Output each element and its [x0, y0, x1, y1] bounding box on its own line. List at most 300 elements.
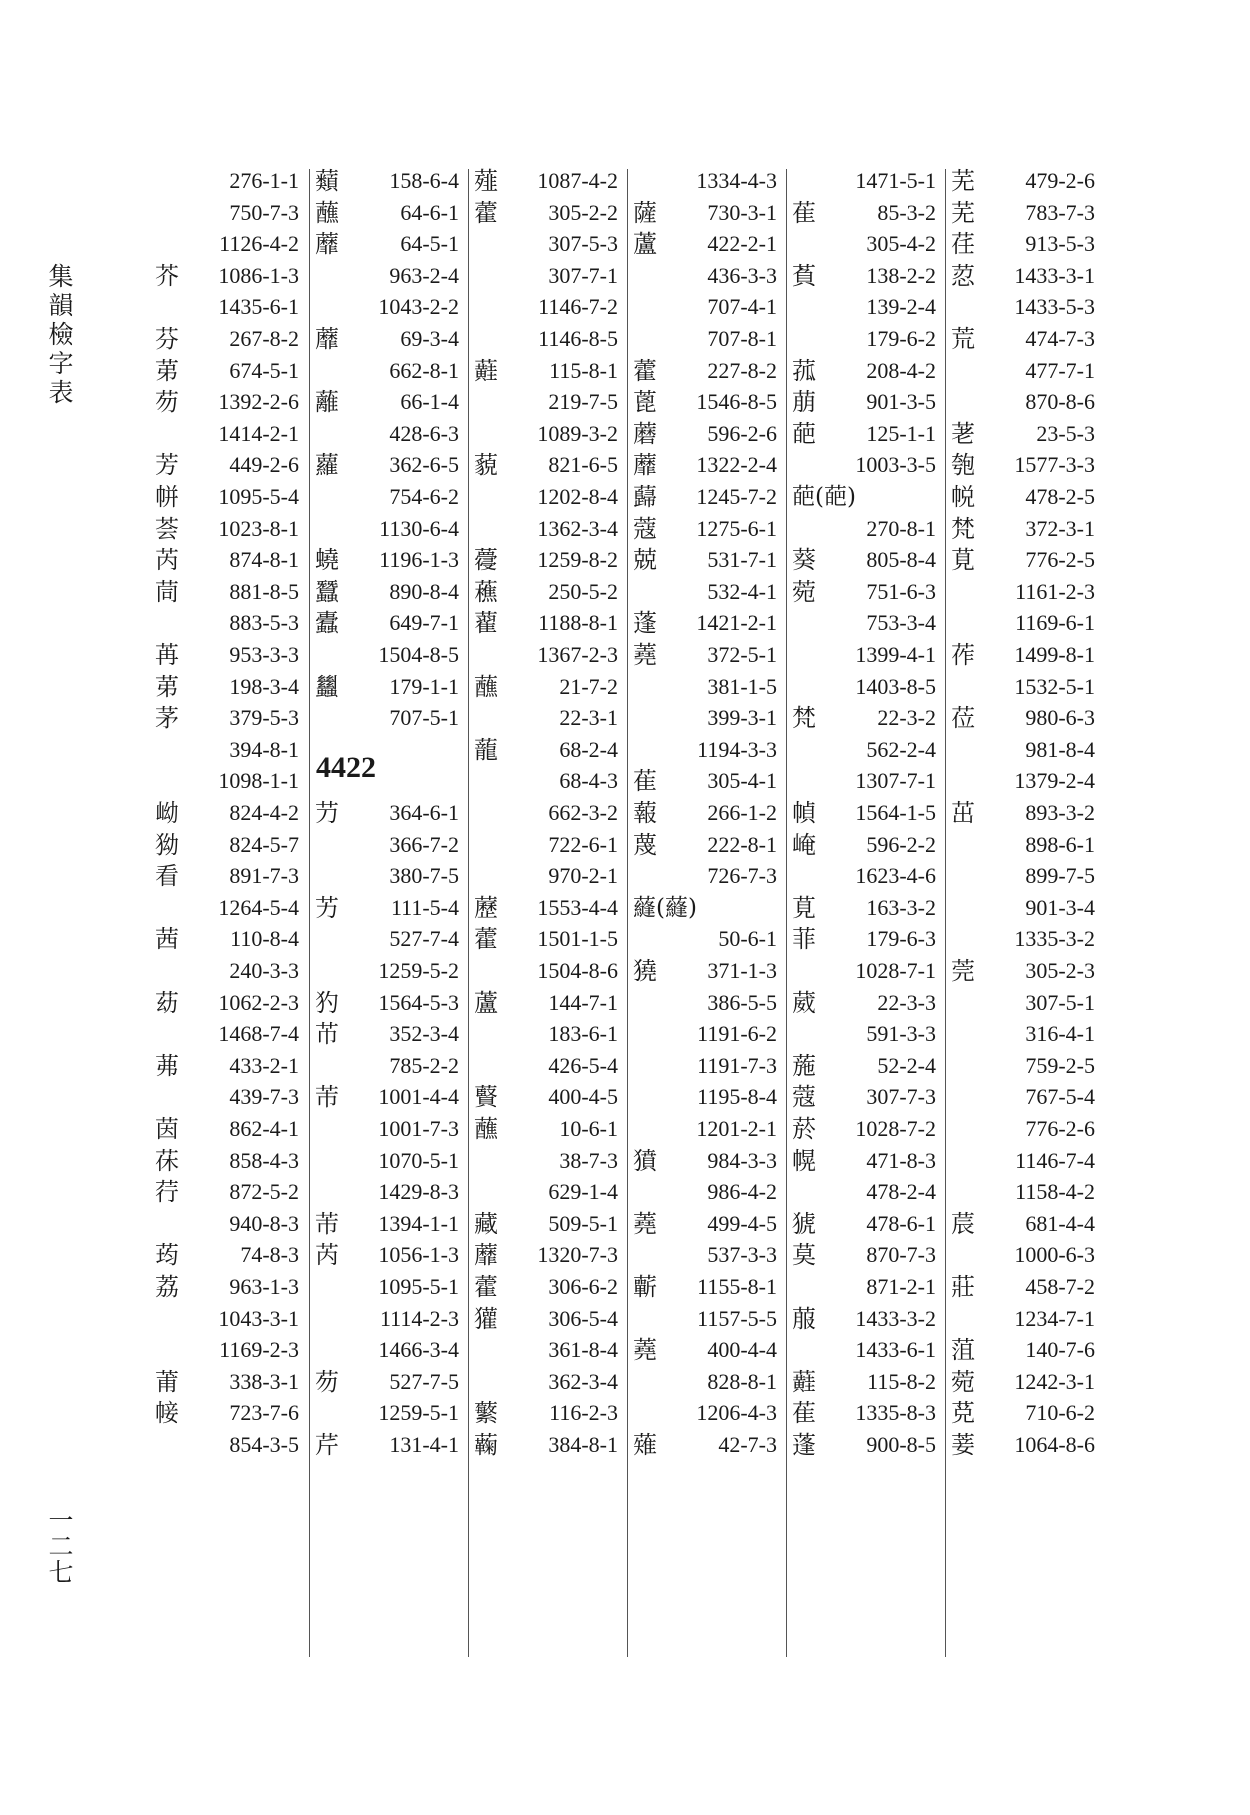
index-entry: [946, 985, 1105, 1021]
entry-reference: 422-2-1: [707, 231, 777, 257]
index-entry: [469, 195, 628, 231]
index-entry: [628, 542, 787, 578]
entry-reference: 1095-5-1: [378, 1274, 459, 1299]
entry-character: 蘩: [474, 1399, 498, 1428]
entry-reference: 629-1-4: [548, 1179, 618, 1205]
entry-reference: 316-4-1: [1025, 1021, 1095, 1047]
entry-character: 荟: [155, 514, 179, 543]
entry-character: 藖: [474, 1083, 498, 1112]
entry-reference: 439-7-3: [229, 1084, 299, 1110]
entry-reference: 913-5-3: [1025, 231, 1095, 257]
entry-character: 蕘: [633, 1209, 657, 1238]
entry-reference: 893-3-2: [1025, 800, 1095, 825]
entry-character: 蕘: [633, 1336, 657, 1365]
entry-reference: 111-5-4: [390, 894, 459, 920]
index-entry: [946, 1237, 1105, 1273]
index-entry: [310, 1237, 469, 1273]
entry-reference: 158-6-4: [389, 168, 459, 193]
index-entry: [469, 226, 628, 262]
entry-character: 菰: [792, 356, 816, 385]
entry-reference: 963-2-4: [389, 262, 459, 288]
index-entry: [787, 1395, 946, 1431]
entry-reference: 125-1-1: [866, 420, 936, 446]
index-entry: [946, 763, 1105, 799]
index-entry: [628, 1364, 787, 1400]
page-number-char: 七: [48, 1558, 74, 1587]
index-entry: [469, 1237, 628, 1273]
entry-reference: 531-7-1: [707, 547, 777, 573]
index-entry: [150, 637, 309, 673]
entry-reference: 1161-2-3: [1015, 578, 1095, 604]
index-column: [468, 169, 628, 1657]
index-entry: [628, 1395, 787, 1431]
index-entry: [150, 289, 309, 325]
entry-reference: 449-2-6: [229, 452, 299, 478]
entry-reference: 366-7-2: [389, 831, 459, 857]
entry-reference: 1546-8-5: [696, 389, 777, 415]
index-entry: [628, 416, 787, 452]
entry-reference: 532-4-1: [707, 578, 777, 604]
index-entry: [469, 1174, 628, 1210]
entry-character: 芇: [315, 1020, 339, 1049]
index-entry: [310, 858, 469, 894]
entry-reference: 662-8-1: [389, 357, 459, 383]
index-entry: [946, 574, 1105, 610]
entry-character: 葵: [792, 546, 816, 575]
entry-reference: 1433-3-1: [1014, 262, 1095, 288]
entry-reference: 870-7-3: [866, 1242, 936, 1268]
entry-reference: 1577-3-3: [1014, 452, 1095, 478]
entry-reference: 478-2-4: [866, 1179, 936, 1205]
entry-reference: 891-7-3: [229, 863, 299, 889]
entry-reference: 116-2-3: [549, 1400, 618, 1426]
entry-reference: 1234-7-1: [1014, 1305, 1095, 1331]
index-column: [786, 169, 946, 1657]
index-entry: [787, 1143, 946, 1179]
entry-reference: 707-4-1: [707, 294, 777, 320]
entry-reference: 22-3-2: [877, 705, 936, 731]
entry-reference: 1433-3-2: [855, 1305, 936, 1331]
entry-character: 莫: [792, 1241, 816, 1270]
entry-reference: 890-8-4: [389, 578, 459, 604]
entry-character: 莞: [951, 957, 975, 985]
entry-character: 蘢: [474, 735, 498, 764]
entry-character: 蘳: [474, 356, 498, 385]
index-entry: [946, 1048, 1105, 1084]
entry-reference: 384-8-1: [548, 1432, 618, 1457]
index-entry: [310, 1364, 469, 1400]
entry-character: 茠: [155, 1146, 179, 1175]
index-entry: [150, 827, 309, 863]
index-entry: [469, 447, 628, 483]
entry-reference: 776-2-5: [1025, 547, 1095, 573]
entry-reference: 380-7-5: [389, 863, 459, 889]
entry-character: 芬: [155, 325, 179, 353]
index-entry: [150, 353, 309, 389]
entry-reference: 662-3-2: [548, 800, 618, 825]
entry-reference: 527-7-5: [389, 1368, 459, 1394]
index-entry: [310, 353, 469, 389]
index-entry: [946, 511, 1105, 547]
entry-reference: 144-7-1: [548, 989, 618, 1015]
index-entry: [469, 1364, 628, 1400]
entry-reference: 649-7-1: [389, 610, 459, 636]
index-entry: [628, 921, 787, 957]
index-entry: [310, 1206, 469, 1242]
index-entry: [469, 795, 628, 831]
index-entry: [310, 1301, 469, 1337]
entry-reference: 179-6-2: [866, 326, 936, 351]
entry-character: 菀: [951, 1367, 975, 1396]
entry-reference: 1468-7-4: [218, 1021, 299, 1047]
index-entry: [628, 1269, 787, 1305]
entry-reference: 984-3-3: [707, 1147, 777, 1173]
index-entry: [150, 195, 309, 231]
entry-character: 莧: [792, 893, 816, 922]
entry-reference: 754-6-2: [389, 484, 459, 509]
entry-character: 帹: [155, 1399, 179, 1428]
entry-reference: 139-2-4: [866, 294, 936, 320]
entry-character: 藿: [633, 356, 657, 385]
entry-reference: 10-6-1: [559, 1116, 618, 1141]
entry-character: 芾: [315, 1083, 339, 1112]
index-column: [627, 169, 787, 1657]
entry-reference: 730-3-1: [707, 199, 777, 225]
entry-reference: 305-2-2: [548, 199, 618, 225]
entry-character: 藏: [474, 1209, 498, 1238]
index-entry: [469, 763, 628, 799]
entry-reference: 1264-5-4: [218, 894, 299, 920]
entry-character: 匏: [951, 451, 975, 480]
index-entry: [469, 511, 628, 547]
entry-reference: 478-6-1: [866, 1210, 936, 1236]
index-entry: [628, 890, 787, 926]
index-entry: [787, 1269, 946, 1305]
entry-reference: 1466-3-4: [378, 1337, 459, 1363]
index-entry: [150, 1206, 309, 1242]
entry-reference: 64-6-1: [400, 199, 459, 225]
index-entry: [787, 163, 946, 199]
entry-reference: 227-8-2: [707, 357, 777, 383]
index-entry: [469, 353, 628, 389]
entry-reference: 1471-5-1: [855, 168, 936, 193]
index-entry: [946, 479, 1105, 515]
entry-reference: 436-3-3: [707, 262, 777, 288]
index-entry: [310, 479, 469, 515]
index-entry: [469, 921, 628, 957]
index-entry: [310, 258, 469, 294]
index-entry: [310, 953, 469, 989]
entry-character: 藮: [474, 577, 498, 606]
entry-reference: 1259-5-2: [378, 958, 459, 983]
entry-reference: 1064-8-6: [1014, 1432, 1095, 1457]
index-entry: [469, 321, 628, 357]
index-entry: [628, 1079, 787, 1115]
index-entry: [310, 226, 469, 262]
entry-reference: 824-5-7: [229, 831, 299, 857]
entry-character: 萑: [792, 198, 816, 227]
entry-reference: 1564-5-3: [378, 989, 459, 1015]
entry-character: 芮: [315, 1241, 339, 1270]
index-entry: [628, 574, 787, 610]
index-entry: [787, 858, 946, 894]
entry-reference: 477-7-1: [1025, 357, 1095, 383]
index-entry: [150, 1395, 309, 1431]
entry-reference: 66-1-4: [400, 389, 459, 415]
index-entry: [310, 921, 469, 957]
entry-reference: 1392-2-6: [218, 389, 299, 415]
index-entry: [628, 1048, 787, 1084]
index-entry: [150, 258, 309, 294]
entry-reference: 1202-8-4: [537, 484, 618, 509]
entry-reference: 372-3-1: [1025, 515, 1095, 541]
entry-character: 蘉: [474, 546, 498, 575]
entry-character: 萠: [792, 388, 816, 417]
entry-reference: 1086-1-3: [218, 262, 299, 288]
entry-character: 芳: [155, 451, 179, 480]
index-entry: [787, 353, 946, 389]
entry-character-variant: 葩(葩): [792, 484, 856, 510]
entry-character: 萯: [792, 261, 816, 290]
entry-reference: 1089-3-2: [537, 420, 618, 446]
index-entry: [946, 1332, 1105, 1368]
index-entry: [469, 416, 628, 452]
entry-reference: 1435-6-1: [218, 294, 299, 320]
entry-reference: 399-3-1: [707, 705, 777, 731]
index-entry: [469, 1111, 628, 1147]
index-entry: [628, 1111, 787, 1147]
entry-reference: 710-6-2: [1025, 1400, 1095, 1426]
side-title-char: 表: [48, 378, 74, 407]
entry-reference: 267-8-2: [229, 326, 299, 351]
entry-reference: 591-3-3: [866, 1021, 936, 1047]
index-entry: [628, 669, 787, 705]
entry-character: 芾: [315, 1209, 339, 1238]
entry-reference: 1158-4-2: [1015, 1179, 1095, 1205]
entry-reference: 140-7-6: [1025, 1337, 1095, 1363]
entry-reference: 1191-7-3: [697, 1052, 777, 1078]
index-entry: [946, 795, 1105, 831]
entry-reference: 1043-3-1: [218, 1305, 299, 1331]
index-entry: [150, 1237, 309, 1273]
entry-reference: 428-6-3: [389, 420, 459, 446]
entry-reference: 901-3-5: [866, 389, 936, 415]
index-entry: [310, 1016, 469, 1052]
entry-character: 蘼: [633, 451, 657, 480]
index-entry: [469, 574, 628, 610]
entry-reference: 1504-8-5: [378, 642, 459, 667]
index-entry: [946, 447, 1105, 483]
index-entry: [787, 321, 946, 357]
entry-character: 芴: [315, 1367, 339, 1396]
entry-character: 蔑: [633, 830, 657, 859]
entry-reference: 509-5-1: [548, 1210, 618, 1236]
index-entry: [310, 890, 469, 926]
entry-reference: 1000-6-3: [1014, 1242, 1095, 1268]
entry-character: 芮: [155, 546, 179, 575]
entry-reference: 872-5-2: [229, 1179, 299, 1205]
index-entry: [946, 1364, 1105, 1400]
entry-reference: 266-1-2: [707, 800, 777, 825]
index-entry: [787, 890, 946, 926]
index-entry: [946, 890, 1105, 926]
entry-reference: 821-6-5: [548, 452, 618, 478]
entry-character: 蘆: [633, 230, 657, 259]
index-entry: [469, 669, 628, 705]
entry-character: 葹: [792, 1051, 816, 1080]
entry-character: 茼: [155, 577, 179, 606]
entry-reference: 1335-8-3: [855, 1400, 936, 1426]
index-entry: [150, 321, 309, 357]
entry-character: 芴: [155, 388, 179, 417]
entry-reference: 1157-5-5: [697, 1305, 777, 1331]
entry-reference: 980-6-3: [1025, 705, 1095, 731]
entry-character: 薩: [633, 198, 657, 227]
index-entry: [150, 542, 309, 578]
index-entry: [787, 1111, 946, 1147]
entry-reference: 64-5-1: [400, 231, 459, 257]
entry-reference: 901-3-4: [1025, 894, 1095, 920]
index-entry: [946, 921, 1105, 957]
index-entry: [787, 289, 946, 325]
entry-reference: 379-5-3: [229, 705, 299, 731]
index-entry: [628, 226, 787, 262]
entry-reference: 479-2-6: [1025, 168, 1095, 193]
entry-character: 莅: [951, 704, 975, 733]
entry-character-variant: 蘕(蘕): [633, 894, 697, 921]
entry-reference: 474-7-3: [1025, 326, 1095, 351]
entry-reference: 307-5-3: [548, 231, 618, 257]
entry-reference: 753-3-4: [866, 610, 936, 636]
entry-reference: 1564-1-5: [855, 800, 936, 825]
entry-character: 苐: [155, 672, 179, 701]
entry-reference: 1532-5-1: [1014, 673, 1095, 699]
entry-character: 蕘: [633, 641, 657, 669]
entry-reference: 1367-2-3: [537, 642, 618, 667]
entry-reference: 963-1-3: [229, 1274, 299, 1299]
index-entry: [946, 732, 1105, 768]
entry-reference: 1095-5-4: [218, 484, 299, 509]
index-entry: [310, 1048, 469, 1084]
entry-character: 菲: [792, 925, 816, 954]
entry-character: 岰: [155, 799, 179, 827]
index-entry: [787, 1237, 946, 1273]
entry-reference: 38-7-3: [559, 1147, 618, 1173]
index-entry: [787, 985, 946, 1021]
index-entry: [469, 732, 628, 768]
entry-reference: 1421-2-1: [696, 610, 777, 636]
entry-reference: 783-7-3: [1025, 199, 1095, 225]
entry-reference: 681-4-4: [1025, 1210, 1095, 1236]
entry-reference: 1201-2-1: [696, 1116, 777, 1141]
entry-character: 藋: [474, 609, 498, 638]
entry-character: 艻: [315, 893, 339, 922]
index-entry: [946, 1269, 1105, 1305]
index-entry: [310, 1143, 469, 1179]
index-entry: [150, 1174, 309, 1210]
entry-reference: 953-3-3: [229, 642, 299, 667]
entry-character: 菸: [792, 1115, 816, 1143]
side-title-char: 字: [48, 349, 74, 378]
entry-reference: 305-4-1: [707, 768, 777, 794]
page-number: [48, 1508, 74, 1586]
index-entry: [150, 732, 309, 768]
index-entry: [787, 447, 946, 483]
index-entry: [310, 574, 469, 610]
entry-reference: 1307-7-1: [855, 768, 936, 794]
index-entry: [946, 1427, 1105, 1463]
entry-reference: 163-3-2: [866, 894, 936, 920]
index-entry: [150, 763, 309, 799]
entry-character: 茁: [951, 799, 975, 827]
entry-reference: 381-1-5: [707, 673, 777, 699]
index-entry: [628, 1206, 787, 1242]
index-entry: [469, 163, 628, 199]
entry-reference: 400-4-5: [548, 1084, 618, 1110]
index-entry: [150, 795, 309, 831]
page-number-char: 二: [48, 1532, 74, 1561]
index-entry: [787, 574, 946, 610]
entry-character: 菹: [951, 1336, 975, 1365]
index-entry: [946, 1143, 1105, 1179]
index-entry: [150, 226, 309, 262]
entry-reference: 400-4-4: [707, 1337, 777, 1363]
index-entry: [787, 763, 946, 799]
index-entry: [787, 511, 946, 547]
entry-character: 蠶: [315, 577, 339, 606]
entry-character: 苒: [155, 641, 179, 669]
index-entry: [310, 827, 469, 863]
entry-reference: 306-6-2: [548, 1274, 618, 1299]
index-entry: [787, 732, 946, 768]
index-entry: [150, 1427, 309, 1463]
entry-reference: 785-2-2: [389, 1052, 459, 1078]
entry-reference: 115-8-1: [549, 357, 618, 383]
entry-character: 荺: [155, 1241, 179, 1270]
entry-reference: 674-5-1: [229, 357, 299, 383]
entry-reference: 805-8-4: [866, 547, 936, 573]
index-entry: [787, 384, 946, 420]
entry-reference: 1275-6-1: [696, 515, 777, 541]
index-entry: [150, 574, 309, 610]
entry-reference: 138-2-2: [866, 262, 936, 288]
entry-character: 蘬: [633, 483, 657, 511]
entry-character: 萑: [633, 767, 657, 796]
entry-reference: 1028-7-1: [855, 958, 936, 983]
index-entry: [310, 1332, 469, 1368]
index-entry: [628, 732, 787, 768]
entry-character: 莧: [951, 546, 975, 575]
entry-reference: 1499-8-1: [1014, 642, 1095, 667]
entry-reference: 750-7-3: [229, 199, 299, 225]
index-entry: [310, 700, 469, 736]
entry-reference: 828-8-1: [707, 1368, 777, 1394]
index-entry: [787, 827, 946, 863]
entry-reference: 759-2-5: [1025, 1052, 1095, 1078]
entry-character: 蠿: [315, 672, 339, 701]
entry-character: 茜: [155, 925, 179, 954]
entry-reference: 240-3-3: [229, 958, 299, 983]
entry-reference: 499-4-5: [707, 1210, 777, 1236]
entry-character: 蔻: [792, 1083, 816, 1112]
entry-reference: 183-6-1: [548, 1021, 618, 1047]
entry-reference: 1245-7-2: [696, 484, 777, 509]
entry-reference: 899-7-5: [1025, 863, 1095, 889]
index-entry: [946, 858, 1105, 894]
entry-character: 蓖: [633, 388, 657, 417]
index-entry: [469, 1016, 628, 1052]
index-entry: [628, 258, 787, 294]
